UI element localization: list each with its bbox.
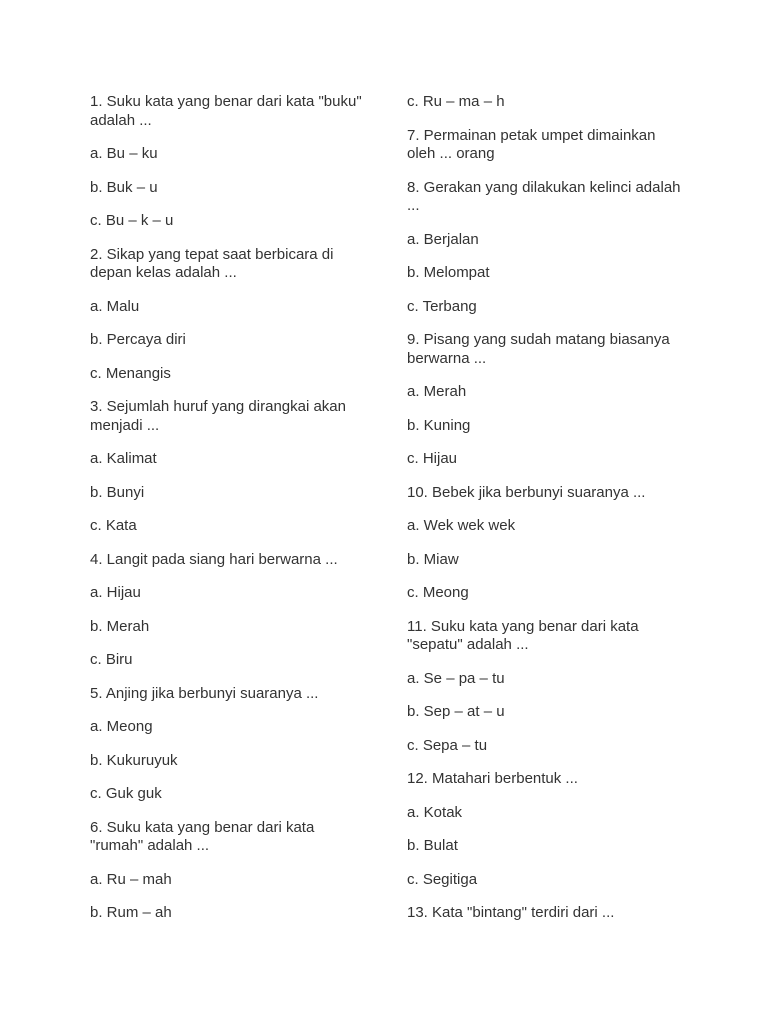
option-line: a. Malu: [90, 297, 140, 315]
option-line: b. Bunyi: [90, 483, 145, 501]
option-line: c. Hijau: [407, 450, 458, 467]
option-line: b. Percaya diri: [90, 331, 186, 348]
option-line: a. Bu – ku: [90, 145, 158, 162]
option-line: a. Kotak: [407, 803, 463, 821]
option-line: a. Hijau: [90, 584, 141, 601]
option-line: c. Sepa – tu: [407, 736, 488, 754]
question-13: 13. Kata "bintang" terdiri dari ...: [407, 904, 615, 921]
question-12: 12. Matahari berbentuk ...: [407, 770, 578, 787]
option-line: a. Wek wek wek: [407, 517, 516, 534]
question-4: 4. Langit pada siang hari berwarna ...: [90, 550, 338, 568]
option-line: b. Buk – u: [90, 178, 158, 196]
question-3: 3. Sejumlah huruf yang dirangkai akan menjadi ...: [90, 398, 346, 434]
option-line: c. Guk guk: [90, 785, 162, 802]
option-line: b. Sep – at – u: [407, 703, 505, 720]
option-line: b. Merah: [90, 617, 150, 635]
option-line: a. Merah: [407, 383, 467, 400]
question-11: 11. Suku kata yang benar dari kata "sepatu" adalah ...: [407, 617, 639, 653]
option-line: c. Meong: [407, 584, 469, 601]
option-line: b. Bulat: [407, 837, 458, 854]
option-line: a. Se – pa – tu: [407, 669, 505, 687]
question-2: 2. Sikap yang tepat saat berbicara di depan kelas adalah ...: [90, 245, 334, 281]
option-line: a. Kalimat: [90, 450, 157, 467]
option-line: c. Terbang: [407, 297, 477, 315]
right-column: [407, 93, 682, 938]
option-line: a. Meong: [90, 718, 153, 735]
option-line: b. Kukuruyuk: [90, 751, 178, 769]
option-line: c. Segitiga: [407, 870, 478, 888]
option-line: c. Kata: [90, 517, 137, 534]
option-line: c. Bu – k – u: [90, 212, 174, 229]
option-line: a. Ru – mah: [90, 870, 172, 888]
option-line: b. Miaw: [407, 550, 459, 568]
option-line: b. Melompat: [407, 264, 490, 281]
option-line: c. Menangis: [90, 364, 171, 382]
question-1: 1. Suku kata yang benar dari kata "buku" adalah ...: [90, 93, 362, 129]
question-5: 5. Anjing jika berbunyi suaranya ...: [90, 684, 319, 702]
option-line: c. Ru – ma – h: [407, 93, 505, 110]
question-10: 10. Bebek jika berbunyi suaranya ...: [407, 483, 646, 501]
option-line: b. Rum – ah: [90, 904, 172, 921]
option-line: c. Biru: [90, 651, 133, 668]
left-column: [90, 93, 365, 938]
option-line: a. Berjalan: [407, 230, 479, 248]
question-9: 9. Pisang yang sudah matang biasanya berwarna ...: [407, 331, 670, 367]
question-8: 8. Gerakan yang dilakukan kelinci adalah ...: [407, 178, 681, 214]
question-7: 7. Permainan petak umpet dimainkan oleh ... orang: [407, 126, 656, 162]
option-line: b. Kuning: [407, 416, 471, 434]
question-6: 6. Suku kata yang benar dari kata "rumah" adalah ...: [90, 818, 315, 854]
